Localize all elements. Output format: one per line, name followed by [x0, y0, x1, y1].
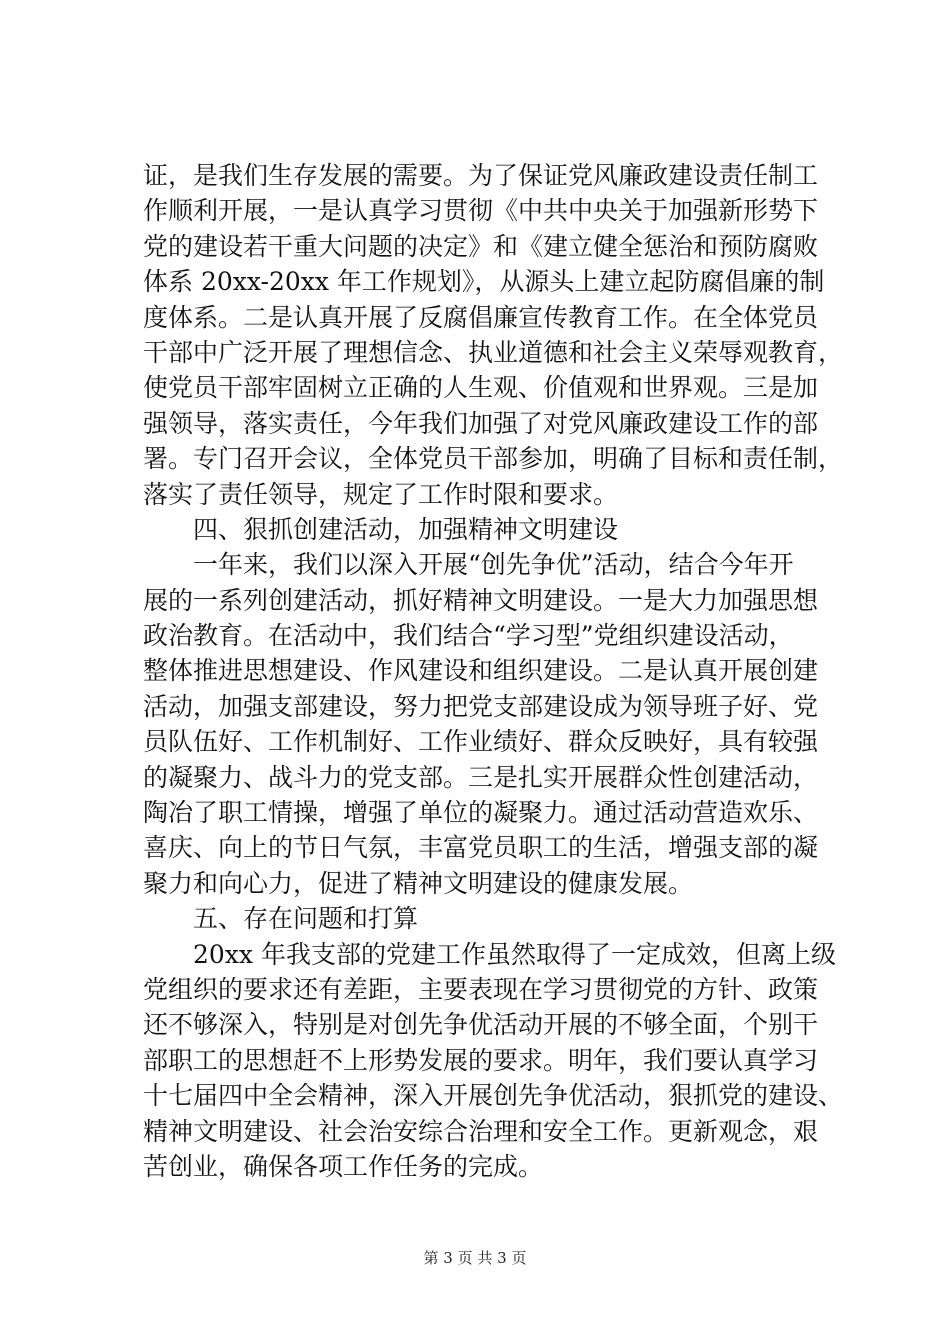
text-line: 落实了责任领导，规定了工作时限和要求。: [143, 479, 619, 509]
text-line: 证，是我们生存发展的需要。为了保证党风廉政建设责任制工: [143, 161, 819, 190]
text-line: 整体推进思想建设、作风建设和组织建设。二是认真开展创建: [143, 656, 819, 686]
page-number-footer: 第 3 页 共 3 页: [423, 1249, 527, 1267]
text-line: 强领导，落实责任，今年我们加强了对党风廉政建设工作的部: [143, 408, 819, 438]
text-line: 体系 20xx-20xx 年工作规划》，从源头上建立起防腐倡廉的制: [143, 267, 825, 297]
section-heading: 五、存在问题和打算: [143, 904, 419, 934]
text-line: 部职工的思想赶不上形势发展的要求。明年，我们要认真学习: [143, 1045, 819, 1075]
text-line: 聚力和向心力，促进了精神文明建设的健康发展。: [143, 868, 694, 898]
text-line: 政治教育。在活动中，我们结合“学习型”党组织建设活动，: [143, 621, 794, 651]
text-line: 署。专门召开会议，全体党员干部参加，明确了目标和责任制，: [143, 444, 844, 474]
text-line: 员队伍好、工作机制好、工作业绩好、群众反映好，具有较强: [143, 727, 819, 757]
text-line: 精神文明建设、社会治安综合治理和安全工作。更新观念，艰: [143, 1116, 819, 1146]
section-heading: 四、狠抓创建活动，加强精神文明建设: [143, 514, 619, 544]
text-line: 作顺利开展，一是认真学习贯彻《中共中央关于加强新形势下: [143, 196, 819, 226]
text-line: 一年来，我们以深入开展“创先争优”活动，结合今年开: [143, 550, 794, 580]
text-line: 20xx 年我支部的党建工作虽然取得了一定成效，但离上级: [143, 939, 836, 969]
text-line: 展的一系列创建活动，抓好精神文明建设。一是大力加强思想: [143, 585, 819, 615]
text-line: 使党员干部牢固树立正确的人生观、价值观和世界观。三是加: [143, 373, 819, 403]
text-line: 还不够深入，特别是对创先争优活动开展的不够全面，个别干: [143, 1010, 819, 1040]
text-line: 十七届四中全会精神，深入开展创先争优活动，狠抓党的建设、: [143, 1081, 844, 1111]
text-line: 喜庆、向上的节日气氛，丰富党员职工的生活，增强支部的凝: [143, 833, 819, 863]
text-line: 党的建设若干重大问题的决定》和《建立健全惩治和预防腐败: [143, 231, 819, 261]
text-line: 苦创业，确保各项工作任务的完成。: [143, 1151, 544, 1181]
text-line: 度体系。二是认真开展了反腐倡廉宣传教育工作。在全体党员: [143, 302, 819, 332]
text-line: 干部中广泛开展了理想信念、执业道德和社会主义荣辱观教育，: [143, 337, 844, 367]
text-line: 党组织的要求还有差距，主要表现在学习贯彻党的方针、政策: [143, 974, 819, 1004]
text-line: 陶冶了职工情操，增强了单位的凝聚力。通过活动营造欢乐、: [143, 798, 819, 828]
text-line: 活动，加强支部建设，努力把党支部建设成为领导班子好、党: [143, 691, 819, 721]
text-line: 的凝聚力、战斗力的党支部。三是扎实开展群众性创建活动，: [143, 762, 819, 792]
document-body: [143, 158, 843, 1184]
